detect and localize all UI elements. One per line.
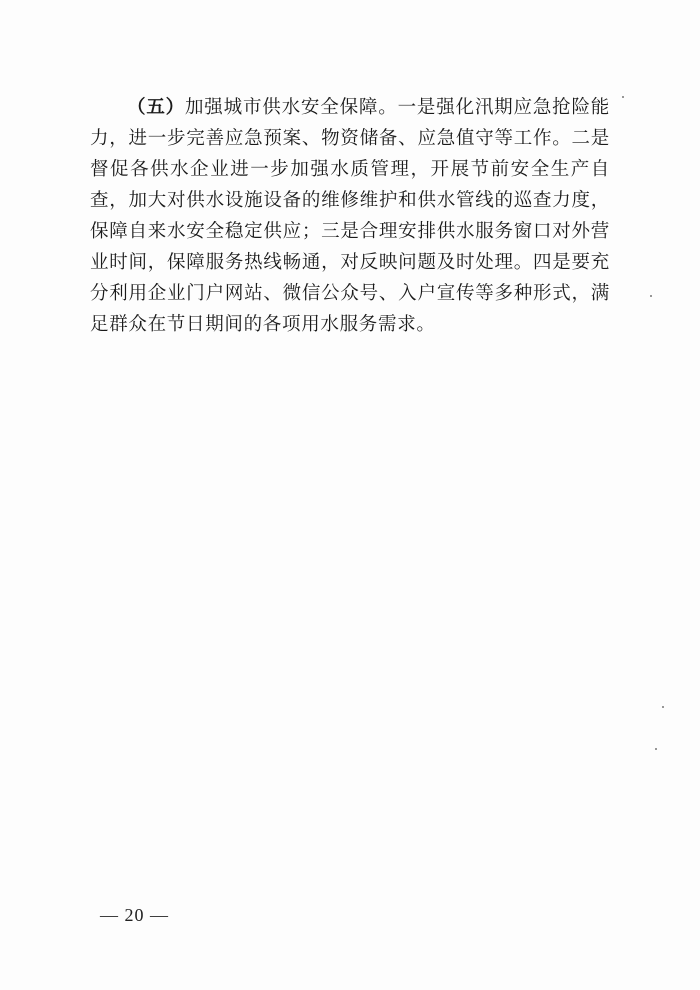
- page-number: — 20 —: [100, 905, 169, 925]
- scan-speck: [622, 96, 624, 98]
- section-label: （五）: [127, 97, 185, 118]
- section-paragraph: [90, 92, 610, 340]
- section-heading: 加强城市供水安全保障。: [184, 97, 398, 118]
- scan-speck: [662, 706, 664, 708]
- scan-speck: [655, 748, 657, 750]
- scan-speck: [650, 295, 652, 297]
- section-body: 一是强化汛期应急抢险能力，进一步完善应急预案、物资储备、应急值守等工作。二是督促各供水企业进一步加强水质管理，开展节前安全生产自查，加大对供水设施设备的维修维护和供水管线的巡查力度，保障自来水安全稳定供应；三是合理安排供水服务窗口对外营业时间，保障服务热线畅通，对反映问题及时处理。四是要充分利用企业门户网站、微信公众号、入户宣传等多种形式，满足群众在节日期间的各项用水服务需求。: [90, 97, 611, 335]
